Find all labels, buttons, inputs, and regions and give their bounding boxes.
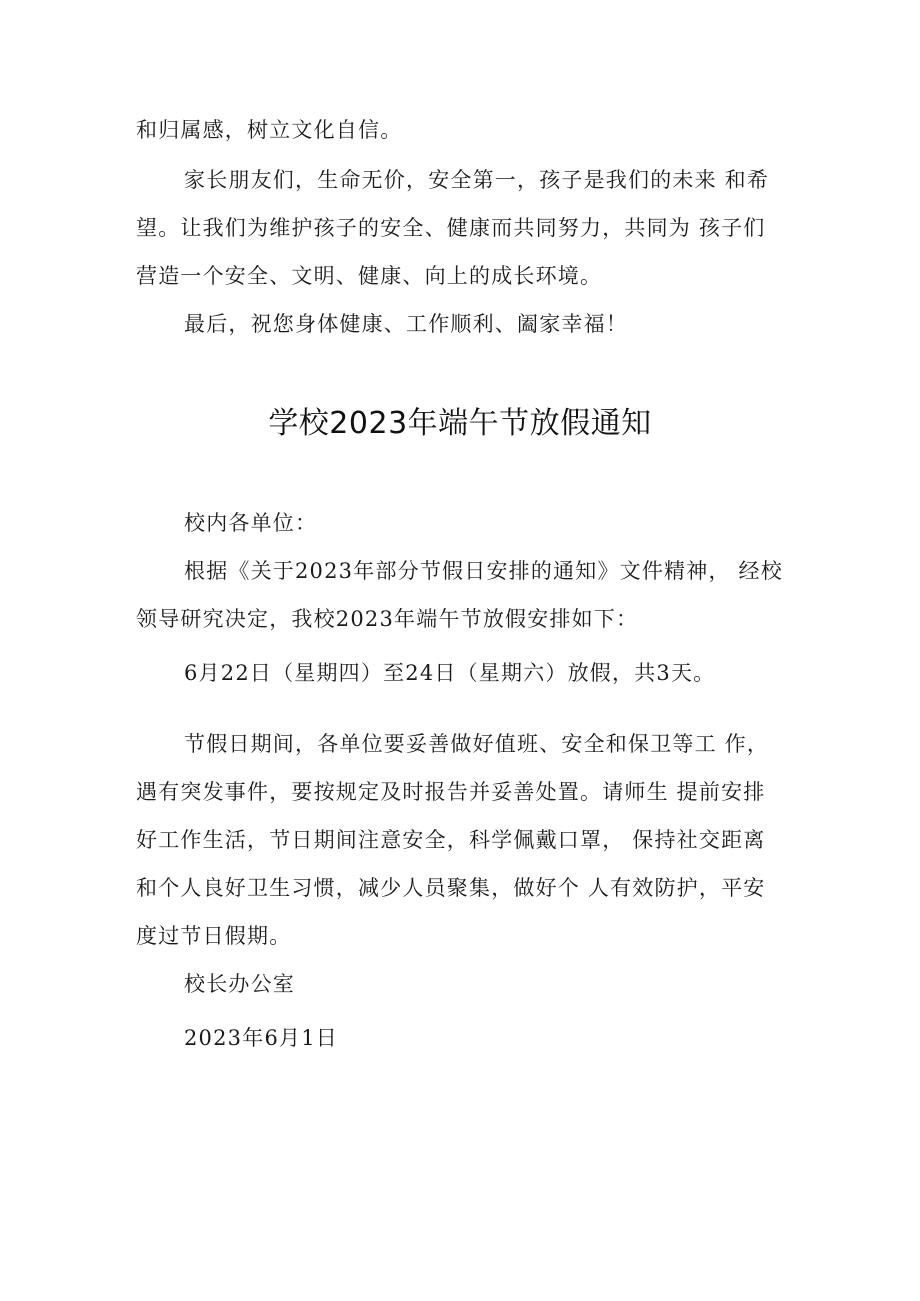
notice-schedule: 6月22日（星期四）至24日（星期六）放假，共3天。 (184, 661, 716, 685)
notice-date: 2023年6月1日 (184, 1026, 338, 1050)
notice-signature: 校长办公室 (184, 972, 295, 996)
previous-letter-paragraph-line: 望。让我们为维护孩子的安全、健康而共同努力，共同为 孩子们 (136, 216, 766, 240)
notice-requirements-line: 节假日期间，各单位要妥善做好值班、安全和保卫等工 作， (184, 732, 770, 756)
previous-letter-paragraph-line: 家长朋友们，生命无价，安全第一，孩子是我们的未来 和希 (184, 168, 770, 192)
notice-requirements-line: 和个人良好卫生习惯，减少人员聚集，做好个 人有效防护，平安 (136, 876, 766, 900)
previous-letter-closing-fragment: 和归属感，树立文化自信。 (136, 118, 403, 142)
notice-title: 学校2023年端午节放假通知 (268, 406, 652, 441)
notice-requirements-line: 度过节日假期。 (136, 924, 292, 948)
notice-requirements-line: 好工作生活，节日期间注意安全，科学佩戴口罩， 保持社交距离 (136, 828, 766, 852)
notice-salutation: 校内各单位： (184, 511, 318, 535)
notice-requirements-line: 遇有突发事件，要按规定及时报告并妥善处置。请师生 提前安排 (136, 780, 766, 804)
notice-basis-line: 领导研究决定，我校2023年端午节放假安排如下： (136, 607, 639, 631)
notice-basis-line: 根据《关于2023年部分节假日安排的通知》文件精神， 经校 (184, 559, 783, 583)
previous-letter-paragraph-line: 营造一个安全、文明、健康、向上的成长环境。 (136, 264, 603, 288)
previous-letter-closing-wish: 最后，祝您身体健康、工作顺利、阖家幸福！ (184, 312, 628, 336)
